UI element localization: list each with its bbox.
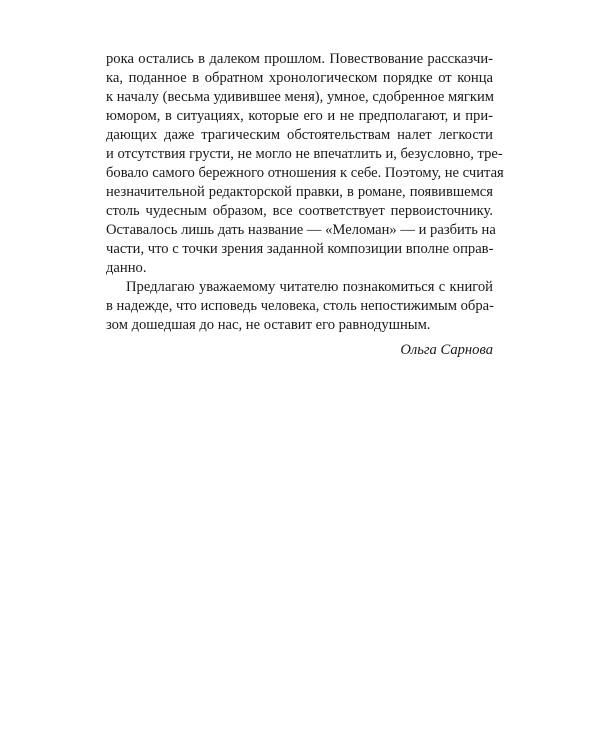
paragraph-2 [106,278,493,335]
text-line: рока остались в далеком прошлом. Повествование рассказчи- [106,51,493,67]
text-line: к началу (весьма удивившее меня), умное, сдобренное мягким [106,89,495,105]
text-line: в надежде, что исповедь человека, столь непостижимым обра- [106,298,494,314]
text-line: столь чудесным образом, все соответствует первоисточнику. [106,203,493,219]
text-line: и отсутствия грусти, не могло не впечатлить и, безусловно, тре- [106,146,503,162]
text-line: части, что с точки зрения заданной композиции вполне оправ- [106,241,494,257]
paragraph-1 [106,50,504,278]
text-line: Оставалось лишь дать название — «Меломан» — и разбить на [106,222,496,238]
text-line: незначительной редакторской правки, в романе, появившемся [106,184,493,200]
document-page [106,50,504,360]
text-line: юмором, в ситуациях, которые его и не предполагают, и при- [106,108,493,124]
author-signature: Ольга Сарнова [400,342,493,358]
text-line: данно. [106,260,147,276]
text-line: зом дошедшая до нас, не оставит его равнодушным. [106,317,431,333]
text-line: дающих даже трагическим обстоятельствам налет легкости [106,127,493,143]
text-line: Предлагаю уважаемому читателю познакомиться с книгой [126,279,493,295]
text-line: ка, поданное в обратном хронологическом порядке от конца [106,70,493,86]
text-line: бовало самого бережного отношения к себе. Поэтому, не считая [106,165,504,181]
